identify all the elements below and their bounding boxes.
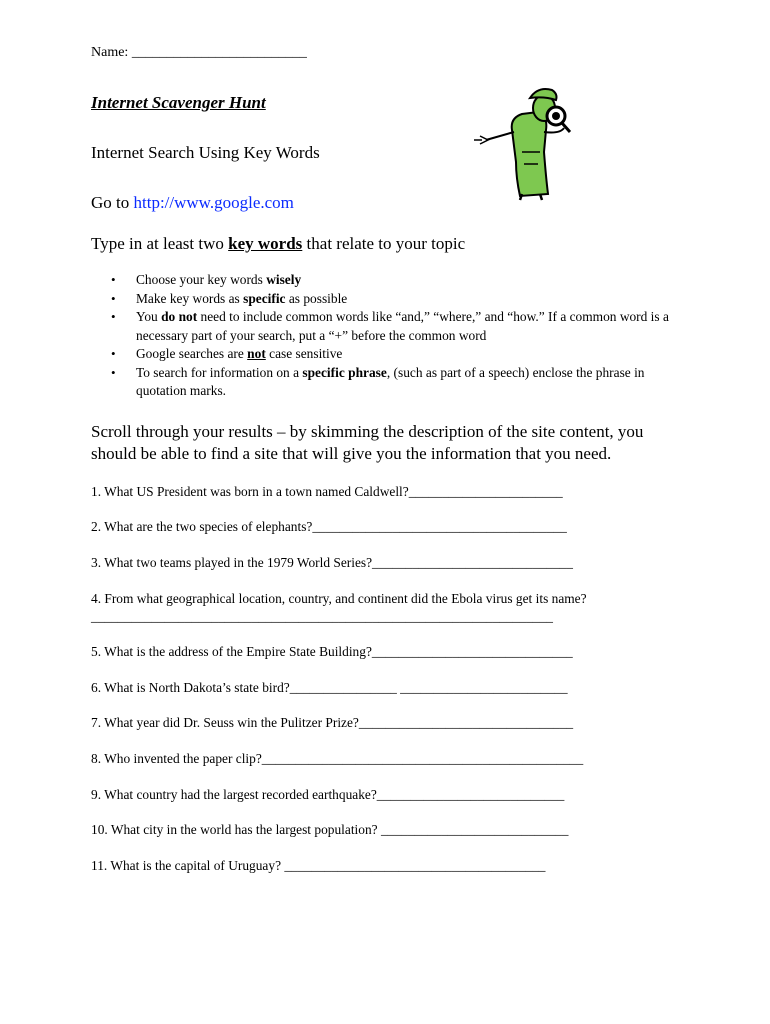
question-item: 9. What country had the largest recorded earthquake?____________________________ [91,787,565,802]
question-item: 6. What is North Dakota’s state bird?________________ _________________________ [91,680,568,695]
typein-prefix: Type in at least two [91,234,229,253]
tip-text: need to include common words like “and,” “where,” and “how.” If a common word is a necessary part of your search, put a “+” before the common word [136,309,669,343]
tip-emphasis: do not [161,309,198,324]
tip-text: To search for information on a [136,364,303,380]
question-item: 1. What US President was born in a town named Caldwell?_______________________ [91,484,563,499]
tips-list [91,271,671,401]
question-item: 2. What are the two species of elephants?______________________________________ [91,519,567,534]
question-item: 4. From what geographical location, country, and continent did the Ebola virus get its name?_____________________________________________________________________ [91,591,587,624]
tip-emphasis: specific [243,290,286,306]
tip-text: case sensitive [265,346,343,361]
tip-item [91,364,671,401]
tip-emphasis: wisely [266,272,302,287]
tip-text: as possible [285,290,348,306]
scroll-instruction: Scroll through your results – by skimming the description of the site content, you should be able to find a site that will give you the information that you need. [91,422,644,463]
detective-icon [460,82,590,202]
question-item: 11. What is the capital of Uruguay? _______________________________________ [91,858,546,873]
typein-suffix: that relate to your topic [302,234,466,253]
page-title: Internet Scavenger Hunt [91,93,266,112]
tip-item [91,308,671,345]
question-item: 7. What year did Dr. Seuss win the Pulitzer Prize?________________________________ [91,715,574,730]
goto-prefix: Go to [91,193,134,212]
question-item: 3. What two teams played in the 1979 World Series?______________________________ [91,555,573,570]
tip-text: Choose your key words [136,272,267,287]
goto-line [91,193,294,213]
typein-instruction [91,234,465,254]
tip-text: You [136,309,162,324]
tip-text: Make key words as [136,290,244,306]
question-item: 10. What city in the world has the largest population? ____________________________ [91,822,569,837]
tip-emphasis: specific phrase [302,364,387,380]
question-item: 5. What is the address of the Empire State Building?______________________________ [91,644,573,659]
typein-bold: key words [228,234,303,253]
tip-text: , (such as part of a speech) enclose the phrase in quotation marks. [136,364,645,398]
tip-text: Google searches are [136,346,248,361]
tip-item [91,271,671,290]
tip-emphasis: not [247,346,266,361]
page-subtitle: Internet Search Using Key Words [91,143,320,162]
name-field-label: Name: _________________________ [91,45,307,60]
question-item: 8. Who invented the paper clip?________________________________________________ [91,751,584,766]
google-link[interactable]: http://www.google.com [133,193,294,212]
tip-item [91,345,671,364]
tip-item [91,290,671,309]
